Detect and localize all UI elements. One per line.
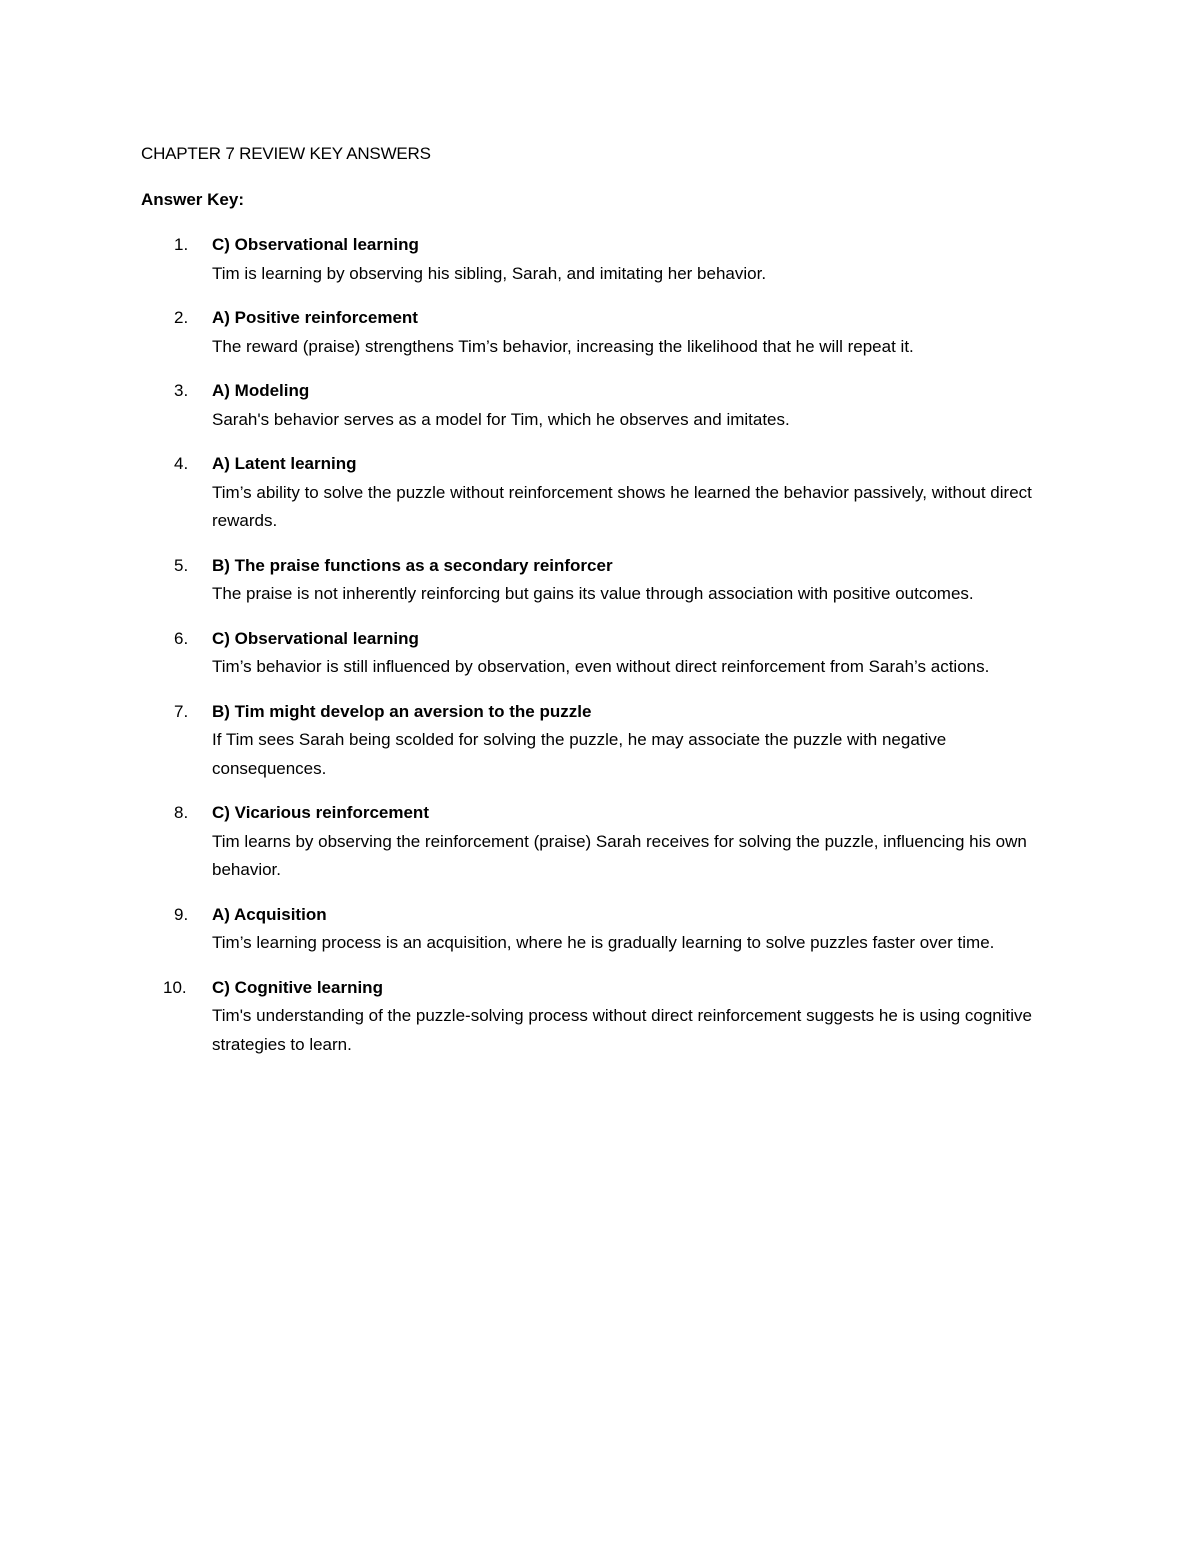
answer-item-10 (0, 974, 1200, 1060)
answer-item-2 (0, 304, 1200, 361)
answer-choice: A) Modeling (212, 381, 310, 400)
answer-number: 5. (174, 555, 189, 575)
answer-item-1 (0, 231, 1200, 288)
answer-choice: C) Observational learning (212, 235, 419, 254)
answer-choice: A) Latent learning (212, 454, 357, 473)
answer-item-3 (0, 377, 1200, 434)
answer-choice: B) The praise functions as a secondary reinforcer (212, 555, 613, 575)
answer-explanation: Sarah's behavior serves as a model for Tim, which he observes and imitates. (212, 409, 790, 429)
answer-item-8 (0, 799, 1200, 885)
answer-explanation: Tim is learning by observing his sibling, Sarah, and imitating her behavior. (212, 263, 767, 283)
answer-explanation: Tim's understanding of the puzzle-solving process without direct reinforcement suggests he is using cognitive strategies to learn. (212, 1006, 1032, 1054)
document-title: CHAPTER 7 REVIEW KEY ANSWERS (141, 144, 431, 163)
answer-number: 7. (174, 701, 189, 721)
answer-item-6 (0, 625, 1200, 682)
answer-explanation: Tim learns by observing the reinforcement (praise) Sarah receives for solving the puzzle, influencing his own behavior. (212, 831, 1027, 879)
answer-item-4 (0, 450, 1200, 536)
answer-key-heading: Answer Key: (141, 190, 244, 209)
answer-explanation: Tim’s learning process is an acquisition, where he is gradually learning to solve puzzles faster over time. (212, 933, 995, 952)
answer-number: 6. (174, 628, 189, 648)
answer-number: 3. (174, 381, 189, 400)
answer-list (0, 231, 1200, 1075)
answer-explanation: Tim’s behavior is still influenced by observation, even without direct reinforcement from Sarah’s actions. (212, 657, 990, 676)
answer-choice: A) Acquisition (212, 904, 327, 924)
answer-explanation: The praise is not inherently reinforcing but gains its value through association with positive outcomes. (212, 584, 974, 603)
answer-item-5 (0, 552, 1200, 609)
answer-number: 8. (174, 803, 189, 822)
answer-choice: C) Vicarious reinforcement (212, 803, 429, 822)
answer-choice: C) Cognitive learning (212, 977, 383, 997)
answer-item-7 (0, 698, 1200, 784)
answer-item-9 (0, 901, 1200, 958)
answer-number: 10. (163, 977, 187, 997)
answer-explanation: If Tim sees Sarah being scolded for solving the puzzle, he may associate the puzzle with negative consequences. (212, 730, 947, 778)
answer-explanation: Tim’s ability to solve the puzzle without reinforcement shows he learned the behavior passively, without direct rewards. (212, 482, 1032, 530)
answer-choice: A) Positive reinforcement (212, 308, 418, 327)
answer-explanation: The reward (praise) strengthens Tim’s behavior, increasing the likelihood that he will repeat it. (212, 336, 914, 356)
answer-choice: C) Observational learning (212, 628, 419, 648)
answer-number: 2. (174, 308, 189, 327)
answer-number: 9. (174, 904, 189, 924)
answer-choice: B) Tim might develop an aversion to the puzzle (212, 701, 592, 721)
answer-number: 1. (174, 235, 189, 254)
answer-number: 4. (174, 454, 189, 473)
